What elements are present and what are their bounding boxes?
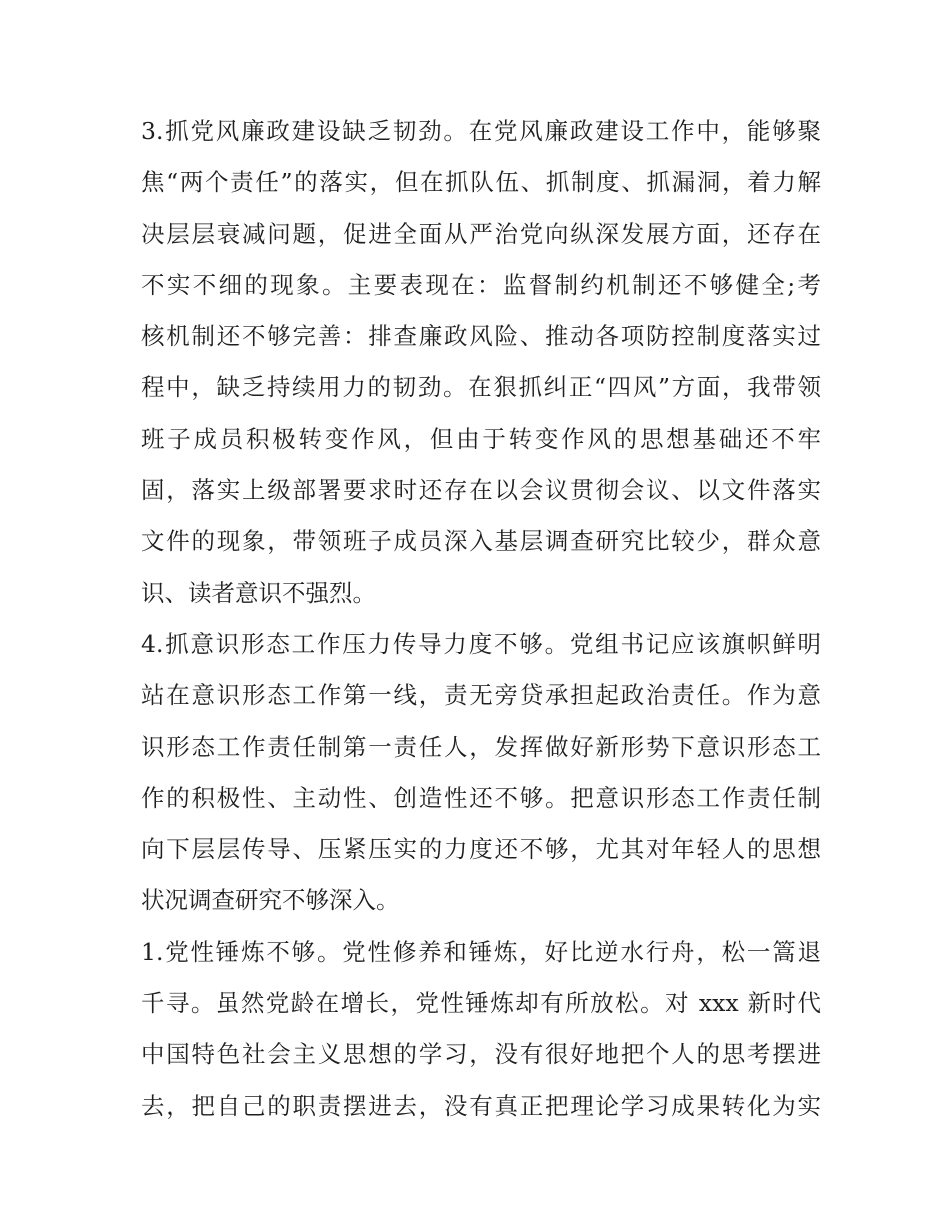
text-line: 识、读者意识不强烈。 [141, 578, 376, 607]
text-line: 决层层衰减问题，促进全面从严治党向纵深发展方面，还存在 [141, 219, 821, 248]
text-line: 核机制还不够完善：排查廉政风险、推动各项防控制度落实过 [141, 322, 821, 351]
text-line: 中国特色社会主义思想的学习，没有很好地把个人的思考摆进 [141, 1040, 821, 1069]
text-line: 向下层层传导、压紧压实的力度还不够，尤其对年轻人的思想 [141, 835, 821, 864]
document-body [141, 106, 821, 1132]
text-line: 班子成员积极转变作风，但由于转变作风的思想基础还不牢 [141, 424, 821, 453]
text-line: 固，落实上级部署要求时还存在以会议贯彻会议、以文件落实 [141, 476, 821, 505]
text-line: 3.抓党风廉政建设缺乏韧劲。在党风廉政建设工作中，能够聚 [141, 117, 821, 145]
text-line: 千寻。虽然党龄在增长，党性锤炼却有所放松。对 xxx 新时代 [141, 989, 821, 1018]
paragraph-3-party-conduct [141, 106, 821, 619]
text-line: 焦“两个责任”的落实，但在抓队伍、抓制度、抓漏洞，着力解 [141, 168, 821, 197]
text-line: 1.党性锤炼不够。党性修养和锤炼，好比逆水行舟，松一篙退 [141, 937, 821, 966]
text-line: 4.抓意识形态工作压力传导力度不够。党组书记应该旗帜鲜明 [141, 629, 821, 658]
text-line: 作的积极性、主动性、创造性还不够。把意识形态工作责任制 [141, 783, 821, 812]
text-line: 去，把自己的职责摆进去，没有真正把理论学习成果转化为实 [141, 1091, 821, 1120]
text-line: 识形态工作责任制第一责任人，发挥做好新形势下意识形态工 [141, 732, 821, 761]
text-line: 状况调查研究不够深入。 [141, 886, 400, 915]
text-line: 程中，缺乏持续用力的韧劲。在狠抓纠正“四风”方面，我带领 [141, 373, 821, 402]
text-line: 不实不细的现象。主要表现在：监督制约机制还不够健全;考 [141, 270, 821, 299]
text-line: 站在意识形态工作第一线，责无旁贷承担起政治责任。作为意 [141, 681, 821, 710]
text-line: 文件的现象，带领班子成员深入基层调查研究比较少，群众意 [141, 527, 821, 556]
paragraph-4-ideology-work [141, 619, 821, 927]
paragraph-1-party-spirit [141, 927, 821, 1132]
